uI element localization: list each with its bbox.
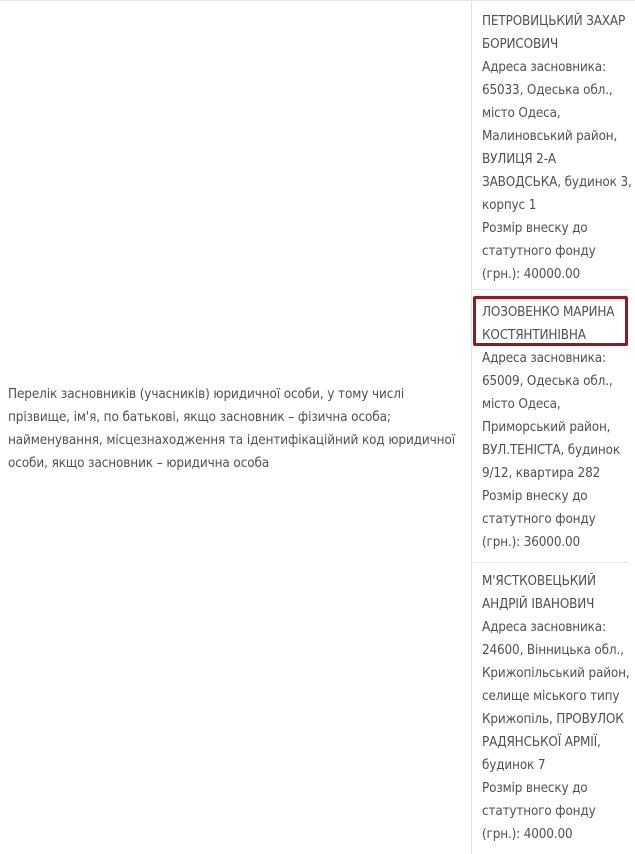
field-label: Перелік засновників (учасників) юридичної особи, у тому числі прізвище, ім'я, по батькові, якщо засновник – фізична особа; найменування, місцезнаходження та ідентифікаційний код юридичної особи, якщо засновник – юридична особа: [8, 387, 455, 471]
founder-entry: [472, 301, 635, 554]
founder-share: Розмір внеску до статутного фонду (грн.): 36000.00: [482, 489, 596, 550]
founder-share: Розмір внеску до статутного фонду (грн.): 40000.00: [482, 221, 596, 282]
founder-share: Розмір внеску до статутного фонду (грн.): 4000.00: [482, 781, 596, 842]
founder-name: М'ЯСТКОВЕЦЬКИЙ АНДРІЙ ІВАНОВИЧ: [482, 574, 596, 612]
founder-separator: [472, 562, 629, 563]
founder-entry: [472, 570, 635, 846]
founder-entry: [472, 10, 635, 286]
founder-separator: [472, 289, 629, 290]
founder-address: Адреса засновника: 65009, Одеська обл., місто Одеса, Приморський район, ВУЛ.ТЕНІСТА, будинок 9/12, квартира 282: [482, 351, 620, 481]
founder-name: ПЕТРОВИЦЬКИЙ ЗАХАР БОРИСОВИЧ: [482, 14, 626, 52]
founder-address: Адреса засновника: 65033, Одеська обл., місто Одеса, Малиновський район, ВУЛИЦЯ 2-А ЗАВОДСЬКА, будинок 3, корпус 1: [482, 60, 632, 213]
founder-name: ЛОЗОВЕНКО МАРИНА КОСТЯНТИНІВНА: [482, 305, 615, 343]
founder-address: Адреса засновника: 24600, Вінницька обл., Крижопільський район, селище міського типу Крижопіль, ПРОВУЛОК РАДЯНСЬКОЇ АРМІЇ, будинок 7: [482, 620, 630, 773]
